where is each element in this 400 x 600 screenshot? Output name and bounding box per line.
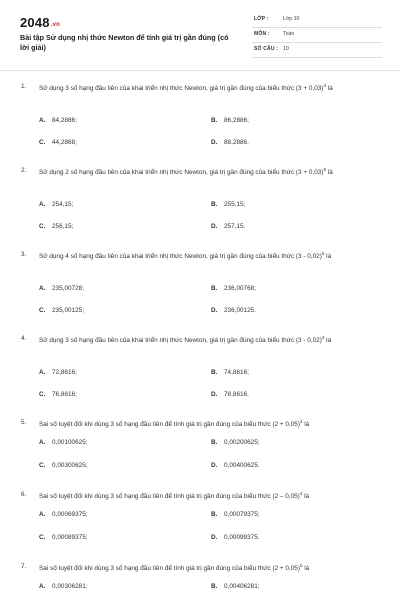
option-value: 76,8616; bbox=[52, 391, 77, 398]
question-exponent: 4 bbox=[299, 490, 303, 496]
meta-value: Toán bbox=[283, 31, 295, 37]
option-letter: D. bbox=[211, 307, 218, 314]
option-letter: B. bbox=[211, 583, 218, 590]
meta-row-subject bbox=[252, 28, 382, 43]
option-letter: D. bbox=[211, 462, 218, 469]
option-c[interactable] bbox=[39, 223, 73, 230]
option-letter: D. bbox=[211, 391, 218, 398]
question-text-end: là bbox=[326, 85, 333, 92]
meta-value: 10 bbox=[283, 46, 289, 52]
option-letter: D. bbox=[211, 534, 218, 541]
question-text-end: là bbox=[302, 493, 310, 500]
meta-label: SỐ CÂU : bbox=[254, 46, 279, 52]
question-number: 6. bbox=[21, 491, 27, 498]
question-number: 2. bbox=[21, 167, 27, 174]
option-a[interactable] bbox=[39, 117, 77, 124]
option-value: 0,00300625; bbox=[52, 462, 88, 469]
option-b[interactable] bbox=[211, 583, 260, 590]
option-value: 84,2886; bbox=[52, 117, 77, 124]
header-divider bbox=[0, 70, 400, 71]
option-b[interactable] bbox=[211, 201, 245, 208]
option-letter: A. bbox=[39, 285, 46, 292]
option-a[interactable] bbox=[39, 583, 88, 590]
question-text-main: Sử dụng 4 số hạng đầu tiên của khai triển nhị thức Newton, giá trị gần đúng của biểu thức (3 - 0,02) bbox=[39, 253, 322, 260]
question-text bbox=[39, 251, 381, 263]
option-letter: D. bbox=[211, 223, 218, 230]
option-value: 236,00768; bbox=[224, 285, 256, 292]
option-letter: B. bbox=[211, 201, 218, 208]
question-text-end: là bbox=[324, 253, 332, 260]
option-d[interactable] bbox=[211, 391, 249, 398]
question-item bbox=[0, 248, 400, 332]
question-text bbox=[39, 167, 381, 179]
question-item bbox=[0, 488, 400, 560]
option-c[interactable] bbox=[39, 462, 88, 469]
option-d[interactable] bbox=[211, 307, 256, 314]
option-value: 44,2868; bbox=[52, 139, 77, 146]
option-letter: C. bbox=[39, 307, 46, 314]
question-text-main: Sai số tuyệt đối khi dùng 3 số hạng đầu tiên để tính giá trị gần đúng của biểu thức (2 – 0,05) bbox=[39, 493, 300, 500]
question-text bbox=[39, 335, 381, 347]
question-number: 7. bbox=[21, 563, 27, 570]
question-exponent: 5 bbox=[323, 166, 327, 172]
question-text bbox=[39, 491, 381, 503]
option-value: 0,00200625; bbox=[224, 439, 260, 446]
option-letter: B. bbox=[211, 117, 218, 124]
page-title: Bài tập Sử dụng nhị thức Newton để tính giá trị gần đúng (có lời giải) bbox=[20, 33, 229, 52]
option-letter: A. bbox=[39, 369, 46, 376]
option-value: 256,15; bbox=[52, 223, 74, 230]
option-value: 0,00079375; bbox=[224, 511, 260, 518]
meta-value: Lớp 10 bbox=[283, 16, 300, 22]
question-number: 4. bbox=[21, 335, 27, 342]
option-value: 235,00125; bbox=[52, 307, 84, 314]
worksheet-header bbox=[0, 0, 400, 68]
meta-info-table bbox=[252, 13, 382, 58]
question-exponent: 4 bbox=[323, 82, 327, 88]
question-text-main: Sai số tuyệt đối khi dùng 3 số hạng đầu tiên để tính giá trị gần đúng của biểu thức (2 + 0,05) bbox=[39, 565, 300, 572]
question-text-main: Sử dụng 3 số hạng đầu tiên của khai triển nhị thức Newton, giá trị gần đúng của biểu thức (3 - 0,02) bbox=[39, 337, 322, 344]
site-logo[interactable] bbox=[20, 15, 60, 30]
option-d[interactable] bbox=[211, 462, 260, 469]
option-letter: D. bbox=[211, 139, 218, 146]
option-value: 0,00306281; bbox=[52, 583, 88, 590]
option-value: 0,00069375; bbox=[52, 511, 88, 518]
option-letter: C. bbox=[39, 391, 46, 398]
option-value: 0,00089375; bbox=[52, 534, 88, 541]
question-text-end: là bbox=[326, 169, 333, 176]
meta-row-question-count bbox=[252, 43, 382, 58]
question-exponent: 4 bbox=[321, 334, 325, 340]
option-letter: B. bbox=[211, 511, 218, 518]
question-item bbox=[0, 164, 400, 248]
option-value: 86,2886; bbox=[224, 117, 249, 124]
option-value: 78,8616. bbox=[224, 391, 249, 398]
question-text bbox=[39, 83, 381, 95]
option-letter: B. bbox=[211, 369, 218, 376]
meta-row-class bbox=[252, 13, 382, 28]
option-a[interactable] bbox=[39, 285, 84, 292]
logo-text: 2048 bbox=[20, 15, 50, 30]
option-b[interactable] bbox=[211, 117, 249, 124]
question-text-main: Sử dụng 3 số hạng đầu tiên của khai triển nhị thức Newton, giá trị gần đúng của biểu thức (3 + 0,03) bbox=[39, 85, 324, 92]
option-letter: A. bbox=[39, 117, 46, 124]
option-value: 236,00125. bbox=[224, 307, 256, 314]
option-letter: C. bbox=[39, 223, 46, 230]
option-d[interactable] bbox=[211, 139, 249, 146]
option-letter: B. bbox=[211, 285, 218, 292]
question-text-end: là bbox=[324, 337, 332, 344]
option-value: 257,15. bbox=[224, 223, 246, 230]
option-value: 235,00728; bbox=[52, 285, 84, 292]
option-value: 0,00100625; bbox=[52, 439, 88, 446]
option-b[interactable] bbox=[211, 285, 256, 292]
option-d[interactable] bbox=[211, 534, 260, 541]
question-item bbox=[0, 560, 400, 600]
logo-suffix: .vn bbox=[50, 22, 61, 28]
question-item bbox=[0, 332, 400, 416]
question-item bbox=[0, 416, 400, 488]
option-letter: B. bbox=[211, 439, 218, 446]
question-text-main: Sai số tuyệt đối khi dùng 3 số hạng đầu tiên để tính giá trị gần đúng của biểu thức (2 + 0,05) bbox=[39, 421, 300, 428]
question-number: 3. bbox=[21, 251, 27, 258]
question-item bbox=[0, 80, 400, 164]
option-letter: A. bbox=[39, 201, 46, 208]
option-a[interactable] bbox=[39, 369, 77, 376]
option-letter: A. bbox=[39, 439, 46, 446]
option-value: 0,00099375. bbox=[224, 534, 260, 541]
option-c[interactable] bbox=[39, 391, 77, 398]
question-number: 1. bbox=[21, 83, 27, 90]
question-list bbox=[0, 80, 400, 600]
option-letter: C. bbox=[39, 534, 46, 541]
option-value: 88,2886. bbox=[224, 139, 249, 146]
question-text bbox=[39, 563, 381, 575]
option-c[interactable] bbox=[39, 139, 77, 146]
option-value: 255,15; bbox=[224, 201, 246, 208]
option-a[interactable] bbox=[39, 201, 73, 208]
option-value: 0,00400625. bbox=[224, 462, 260, 469]
question-exponent: 5 bbox=[299, 562, 303, 568]
question-text bbox=[39, 419, 381, 431]
option-c[interactable] bbox=[39, 307, 84, 314]
option-a[interactable] bbox=[39, 439, 88, 446]
option-letter: A. bbox=[39, 511, 46, 518]
meta-label: LỚP : bbox=[254, 16, 269, 22]
option-value: 72,8616; bbox=[52, 369, 77, 376]
question-text-main: Sử dụng 2 số hạng đầu tiên của khai triển nhị thức Newton, giá trị gần đúng của biểu thức (3 + 0,03) bbox=[39, 169, 324, 176]
option-b[interactable] bbox=[211, 369, 249, 376]
option-letter: C. bbox=[39, 462, 46, 469]
option-letter: C. bbox=[39, 139, 46, 146]
option-letter: A. bbox=[39, 583, 46, 590]
option-b[interactable] bbox=[211, 511, 260, 518]
option-value: 254,15; bbox=[52, 201, 74, 208]
question-text-end: là bbox=[302, 565, 310, 572]
option-value: 0,00406281; bbox=[224, 583, 260, 590]
question-exponent: 5 bbox=[321, 250, 325, 256]
question-exponent: 4 bbox=[299, 418, 303, 424]
question-number: 5. bbox=[21, 419, 27, 426]
meta-label: MÔN : bbox=[254, 31, 270, 37]
option-b[interactable] bbox=[211, 439, 260, 446]
question-text-end: là bbox=[302, 421, 310, 428]
option-c[interactable] bbox=[39, 534, 88, 541]
option-d[interactable] bbox=[211, 223, 245, 230]
option-value: 74,8616; bbox=[224, 369, 249, 376]
option-a[interactable] bbox=[39, 511, 88, 518]
